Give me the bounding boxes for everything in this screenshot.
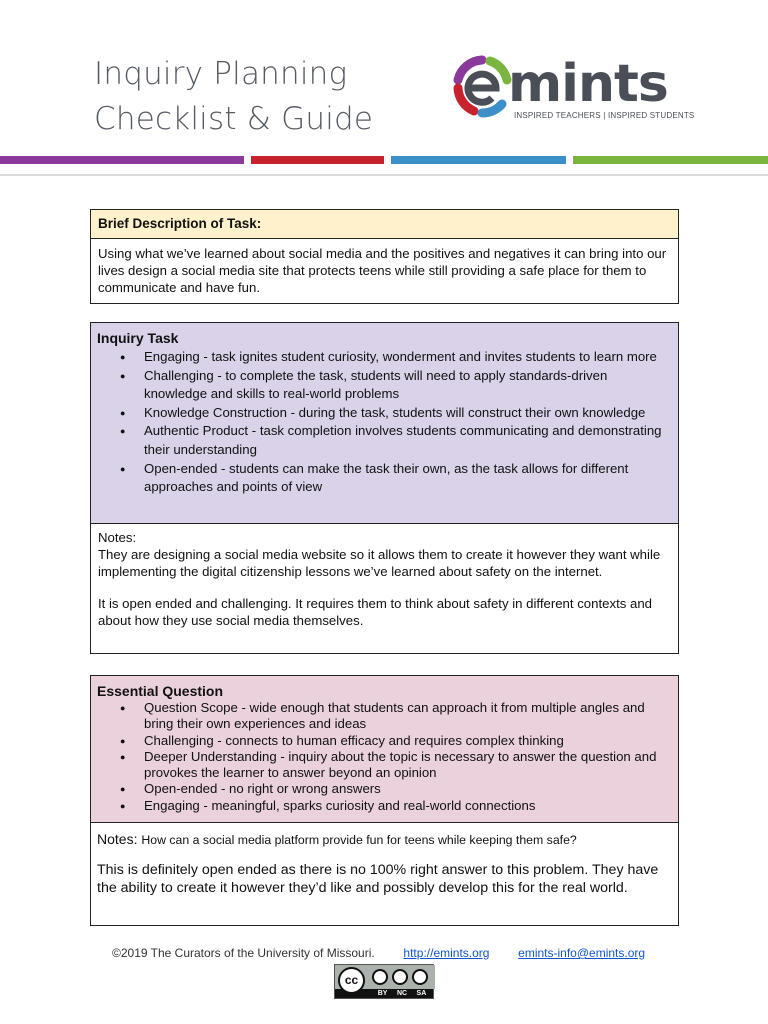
list-item: ● Question Scope - wide enough that students can approach it from multiple angles and bring their own experiences and ideas: [144, 700, 671, 733]
list-item: ● Authentic Product - task completion involves students communicating and demonstrating their understanding: [144, 422, 671, 459]
page-title-line-1: Inquiry Planning: [94, 56, 348, 92]
cc-by-icon: [372, 969, 388, 985]
emints-e-swirl-icon: [450, 54, 514, 120]
logo-tagline: INSPIRED TEACHERS | INSPIRED STUDENTS: [514, 111, 695, 120]
inquiry-notes-paragraph-1: They are designing a social media website so it allows them to create it however they want while implementing the digital citizenship lessons we’ve learned about safety on the internet.: [98, 546, 661, 579]
cc-nc-icon: [392, 969, 408, 985]
header-stripe-red: [251, 156, 384, 164]
inquiry-task-table: [90, 322, 679, 654]
essential-question-section: [91, 676, 678, 823]
essential-notes-question: How can a social media platform provide fun for teens while keeping them safe?: [141, 833, 577, 847]
list-item: ● Deeper Understanding - inquiry about the topic is necessary to answer the question and provokes the learner to answer beyond an opinion: [144, 749, 671, 782]
cc-by-label: BY: [377, 990, 388, 997]
emints-website-link[interactable]: http://emints.org: [403, 946, 490, 960]
cc-sa-icon: [412, 969, 428, 985]
list-item: ● Open-ended - no right or wrong answers: [144, 781, 671, 797]
list-item: ● Knowledge Construction - during the task, students will construct their own knowledge: [144, 404, 671, 423]
essential-question-table: [90, 675, 679, 926]
header-stripe-blue: [391, 156, 566, 164]
cc-sa-label: SA: [416, 990, 427, 997]
brief-description-text: Using what we’ve learned about social media and the positives and negatives it can bring into our lives design a social media site that protects teens while still providing a safe place for them to communicate and have fun.: [98, 246, 667, 295]
essential-notes: [91, 823, 678, 897]
page-title-line-2: Checklist & Guide: [94, 101, 374, 137]
essential-question-list: [97, 700, 671, 814]
essential-notes-paragraph: This is definitely open ended as there is no 100% right answer to this problem. They have the ability to create it however they’d like and possibly develop this for the real world.: [97, 862, 659, 896]
list-item: ● Engaging - meaningful, sparks curiosity and real-world connections: [144, 798, 671, 814]
emints-email-link[interactable]: emints-info@emints.org: [518, 946, 646, 960]
brief-description-table: [90, 209, 679, 304]
list-item: ● Engaging - task ignites student curiosity, wonderment and invites students to learn more: [144, 348, 671, 367]
cc-nc-label: NC: [396, 990, 408, 997]
page-title: [94, 52, 373, 142]
inquiry-notes-paragraph-2: It is open ended and challenging. It requires them to think about safety in different contexts and about how they use social media themselves.: [98, 596, 652, 629]
essential-question-heading: Essential Question: [97, 683, 224, 699]
footer: [112, 945, 645, 961]
inquiry-notes-label: Notes:: [98, 530, 137, 545]
header-divider: [0, 174, 768, 176]
inquiry-notes: [91, 524, 678, 635]
list-item: ● Challenging - connects to human efficacy and requires complex thinking: [144, 733, 671, 749]
inquiry-task-section: [91, 323, 678, 524]
list-item: ● Open-ended - students can make the task their own, as the task allows for different approaches and points of view: [144, 460, 671, 497]
list-item: ● Challenging - to complete the task, students will need to apply standards-driven knowledge and skills to real-world problems: [144, 367, 671, 404]
cc-icon: cc: [338, 967, 365, 994]
brief-description-header: Brief Description of Task:: [91, 210, 678, 239]
inquiry-task-heading: Inquiry Task: [97, 330, 179, 346]
inquiry-task-list: [97, 348, 671, 497]
essential-notes-label: Notes:: [97, 831, 138, 847]
copyright-text: ©2019 The Curators of the University of Missouri.: [112, 946, 375, 960]
emints-logo: [450, 52, 695, 122]
header-stripe-green: [573, 156, 768, 164]
logo-wordmark: mints: [508, 54, 668, 114]
cc-license-badge[interactable]: [334, 964, 434, 999]
header-stripe-purple: [0, 156, 244, 164]
